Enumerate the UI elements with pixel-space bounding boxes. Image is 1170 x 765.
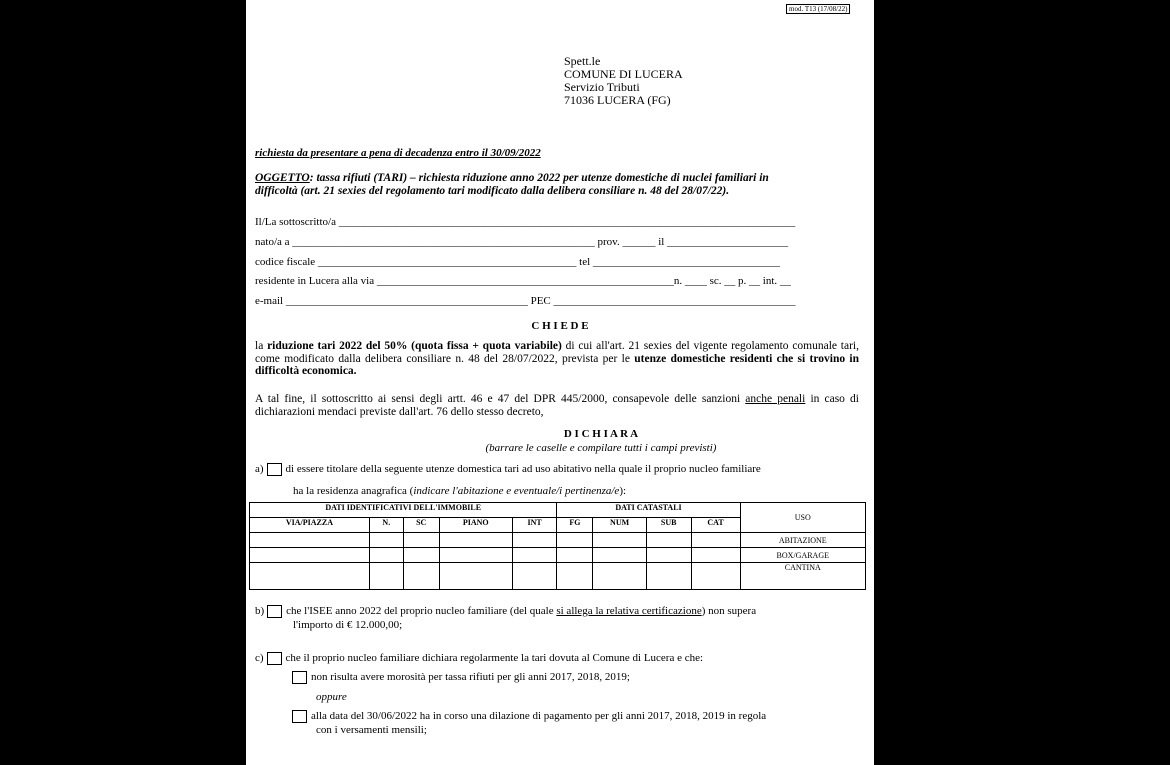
column-header: FG (557, 518, 593, 533)
table-cell[interactable] (646, 563, 691, 590)
item-text: che il proprio nucleo familiare dichiara regolarmente la tari dovuta al Comune di Lucera e che: (285, 652, 704, 665)
column-header: SUB (646, 518, 691, 533)
table-cell[interactable] (250, 533, 370, 548)
dichiara-subtitle: (barrare le caselle e compilare tutti i campi previsti) (485, 442, 717, 454)
column-header: SC (403, 518, 439, 533)
table-cell[interactable] (369, 533, 403, 548)
field-residence[interactable]: residente in Lucera alla via ______________________________________________________n. ____ sc. __ p. __ int. __ (255, 275, 791, 287)
table-cell[interactable] (403, 533, 439, 548)
text: di cui all'art. 21 sexies del vigente regolamento comunale tari, come modificato dalla delibera consiliare n. 48 del 28/07/2022, prevista per le (255, 340, 859, 365)
address-line: 71036 LUCERA (FG) (564, 93, 671, 107)
table-cell[interactable] (512, 548, 557, 563)
column-header: VIA/PIAZZA (250, 518, 370, 533)
item-a (255, 463, 761, 476)
item-text-underlined: si allega la relativa certificazione (556, 605, 702, 618)
table-cell[interactable] (250, 563, 370, 590)
checkbox-b[interactable] (267, 605, 282, 618)
item-c2-line2: con i versamenti mensili; (316, 724, 427, 736)
checkbox-a[interactable] (267, 463, 282, 476)
table-cell[interactable] (691, 548, 740, 563)
table-cell[interactable] (250, 548, 370, 563)
uso-value: CANTINA (740, 563, 865, 590)
column-header: NUM (593, 518, 646, 533)
declaration-intro (255, 393, 859, 418)
table-cell[interactable] (691, 563, 740, 590)
item-c2 (289, 710, 766, 723)
item-b (255, 605, 756, 618)
table-cell[interactable] (557, 533, 593, 548)
checkbox-c2[interactable] (292, 710, 307, 723)
table-cell[interactable] (439, 533, 512, 548)
text-bold: utenze domestiche residenti che si trovino in difficoltà economica. (255, 352, 859, 377)
address-line: COMUNE DI LUCERA (564, 67, 683, 81)
deadline-note: richiesta da presentare a pena di decadenza entro il 30/09/2022 (255, 147, 541, 159)
text: A tal fine, il sottoscritto ai sensi degli artt. 46 e 47 del DPR 445/2000, consapevole delle sanzioni (255, 393, 746, 405)
subject-label: OGGETTO (255, 172, 310, 184)
item-text: che l'ISEE anno 2022 del proprio nucleo familiare (del quale (286, 605, 557, 618)
table-cell[interactable] (439, 548, 512, 563)
item-text: ): (619, 485, 627, 497)
table-cell[interactable] (557, 548, 593, 563)
column-header: PIANO (439, 518, 512, 533)
item-label: a) (255, 463, 264, 476)
subject-line2: difficoltà (art. 21 sexies del regolamento tari modificato dalla delibera consiliare n. 48 del 28/07/22). (255, 185, 730, 197)
table-cell[interactable] (512, 563, 557, 590)
chiede-paragraph (255, 340, 859, 378)
column-header: N. (369, 518, 403, 533)
table-cell[interactable] (691, 533, 740, 548)
column-header: CAT (691, 518, 740, 533)
checkbox-c[interactable] (267, 652, 282, 665)
field-email[interactable]: e-mail ____________________________________________ PEC ____________________________________________ (255, 295, 796, 307)
column-header: INT (512, 518, 557, 533)
text-underlined: anche penali (745, 393, 806, 405)
item-text: di essere titolare della seguente utenze domestica tari ad uso abitativo nella quale il proprio nucleo familiare (285, 463, 761, 476)
table-group-header: DATI CATASTALI (557, 503, 740, 518)
item-label: c) (255, 652, 264, 665)
text: in caso di dichiarazioni mendaci previste dall'art. 76 dello stesso decreto, (255, 393, 859, 418)
field-name[interactable]: Il/La sottoscritto/a ___________________________________________________________________________________ (255, 216, 796, 228)
checkbox-c1[interactable] (292, 671, 307, 684)
uso-value: ABITAZIONE (740, 533, 865, 548)
table-cell[interactable] (646, 533, 691, 548)
item-text: alla data del 30/06/2022 ha in corso una dilazione di pagamento per gli anni 2017, 2018, 2019 in regola (311, 710, 767, 723)
address-line: Spett.le (564, 54, 601, 68)
table-cell[interactable] (369, 563, 403, 590)
table-cell[interactable] (403, 548, 439, 563)
text: la (255, 340, 268, 352)
oppure-text: oppure (316, 691, 347, 703)
table-cell[interactable] (557, 563, 593, 590)
dichiara-title: D I C H I A R A (563, 428, 639, 440)
item-text-italic: indicare l'abitazione e eventuale/i pertinenza/e (413, 485, 620, 497)
form-code: mod. T13 (17/08/22) (786, 4, 850, 14)
item-text: non risulta avere morosità per tassa rifiuti per gli anni 2017, 2018, 2019; (311, 671, 630, 684)
table-cell[interactable] (512, 533, 557, 548)
chiede-title: C H I E D E (531, 320, 589, 332)
property-table (249, 502, 866, 590)
subject (255, 172, 861, 198)
subject-line1: : tassa rifiuti (TARI) – richiesta riduzione anno 2022 per utenze domestiche di nuclei familiari in (309, 172, 769, 184)
table-cell[interactable] (593, 563, 646, 590)
table-cell[interactable] (593, 533, 646, 548)
recipient-address (564, 55, 683, 107)
table-row (250, 563, 866, 590)
item-c1 (289, 671, 630, 684)
field-tax-code[interactable]: codice fiscale _______________________________________________ tel __________________________________ (255, 256, 780, 268)
table-cell[interactable] (403, 563, 439, 590)
text-bold: riduzione tari 2022 del 50% (quota fissa + quota variabile) (267, 340, 562, 352)
table-cell[interactable] (646, 548, 691, 563)
item-c (255, 652, 703, 665)
table-row (250, 548, 866, 563)
table-cell[interactable] (369, 548, 403, 563)
uso-value: BOX/GARAGE (740, 548, 865, 563)
uso-header: USO (740, 503, 865, 533)
table-cell[interactable] (593, 548, 646, 563)
item-a-line2 (293, 485, 626, 498)
address-line: Servizio Tributi (564, 80, 640, 94)
table-row (250, 533, 866, 548)
item-b-line2: l'importo di € 12.000,00; (293, 619, 403, 631)
item-text: ha la residenza anagrafica ( (293, 485, 414, 497)
item-text: ) non supera (701, 605, 757, 618)
table-group-header: DATI IDENTIFICATIVI DELL'IMMOBILE (250, 503, 557, 518)
document-page (246, 0, 874, 765)
item-label: b) (255, 605, 265, 618)
table-cell[interactable] (439, 563, 512, 590)
field-birthplace[interactable]: nato/a a _______________________________________________________ prov. ______ il ______________________ (255, 236, 789, 248)
